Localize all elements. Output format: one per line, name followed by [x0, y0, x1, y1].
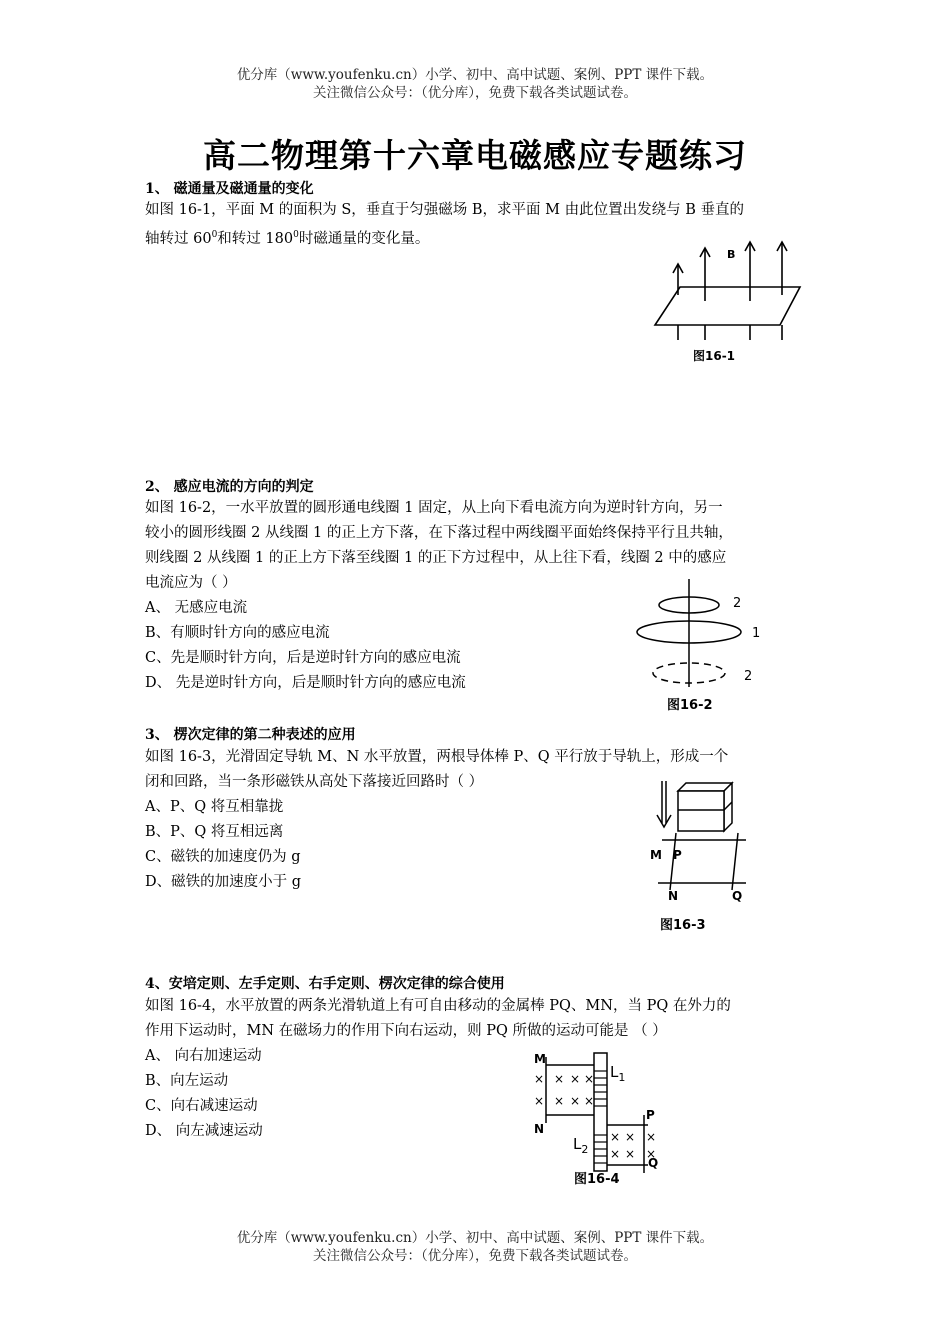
left-crosses	[534, 1072, 594, 1108]
figure-16-2	[630, 575, 780, 715]
q4-line-1: 如图 16-4，水平放置的两条光滑轨道上有可自由移动的金属棒 PQ、MN，当 PQ 在外力的	[145, 998, 731, 1014]
q3-option-b[interactable]: B、P、Q 将互相远离	[145, 824, 284, 840]
fig-16-3-label: 图16-3	[660, 918, 706, 933]
svg-text:×: ×	[610, 1130, 621, 1144]
page-title: 高二物理第十六章电磁感应专题练习	[203, 136, 747, 175]
q2-options	[145, 596, 466, 696]
label-n: N	[668, 889, 679, 903]
q4-option-c[interactable]: C、向右减速运动	[145, 1098, 258, 1114]
q3-options	[145, 795, 301, 895]
coil-bottom-label: 2	[744, 669, 753, 684]
header-line-1: 优分库（www.youfenku.cn）小学、初中、高中试题、案例、PPT 课件下载。	[236, 67, 714, 83]
q1-line-2: 轴转过 $60^0$和转过 $180^0$时磁通量的变化量。	[145, 230, 430, 247]
label-b: B	[727, 248, 736, 261]
label-q: Q	[732, 889, 743, 903]
figure-16-1	[640, 235, 820, 375]
q2-option-c[interactable]: C、先是顺时针方向，后是逆时针方向的感应电流	[145, 650, 461, 666]
figure-16-3	[640, 775, 770, 940]
plane-m	[655, 287, 800, 325]
q3-option-a[interactable]: A、P、Q 将互相靠拢	[145, 799, 284, 815]
svg-text:×: ×	[554, 1094, 565, 1108]
footer-line-2: 关注微信公众号：（优分库），免费下载各类试题试卷。	[313, 1248, 637, 1264]
q1-line-1: 如图 16-1，平面 M 的面积为 S，垂直于匀强磁场 B，求平面 M 由此位置出发绕与 B 垂直的	[145, 202, 744, 218]
q3-line-2: 闭和回路，当一条形磁铁从高处下落接近回路时（ ）	[145, 774, 484, 790]
q2-heading: 2、 感应电流的方向的判定	[145, 479, 314, 495]
right-circuit	[607, 1115, 648, 1173]
q4-line-2: 作用下运动时，MN 在磁场力的作用下向右运动，则 PQ 所做的运动可能是 （ ）	[145, 1023, 667, 1039]
header-line-2: 关注微信公众号：（优分库），免费下载各类试题试卷。	[313, 85, 637, 101]
q3-option-d[interactable]: D、磁铁的加速度小于 g	[145, 874, 302, 890]
q2-line-2: 较小的圆形线圈 2 从线圈 1 的正上方下落，在下落过程中两线圈平面始终保持平行且共轴，	[145, 525, 733, 541]
svg-text:×: ×	[646, 1130, 657, 1144]
label-m: M	[534, 1052, 546, 1066]
q2-line-1: 如图 16-2，一水平放置的圆形通电线圈 1 固定，从上向下看电流方向为逆时针方向，另一	[145, 500, 723, 516]
q2-line-3: 则线圈 2 从线圈 1 的正上方下落至线圈 1 的正下方过程中，从上往下看，线圈 2 中的感应	[145, 550, 727, 566]
q4-option-a[interactable]: A、 向右加速运动	[145, 1048, 262, 1064]
q3-line-1: 如图 16-3，光滑固定导轨 M、N 水平放置，两根导体棒 P、Q 平行放于导轨上，形成一个	[145, 749, 729, 765]
left-circuit	[546, 1057, 596, 1123]
svg-text:×: ×	[534, 1072, 545, 1086]
label-p: P	[646, 1108, 655, 1122]
svg-text:×: ×	[534, 1094, 545, 1108]
label-p: P	[673, 848, 682, 862]
q2-option-a[interactable]: A、 无感应电流	[145, 600, 248, 616]
arrow-down-icon	[657, 781, 671, 827]
coil-top-label: 2	[733, 596, 742, 611]
svg-text:×: ×	[570, 1072, 581, 1086]
q3-option-c[interactable]: C、磁铁的加速度仍为 g	[145, 849, 301, 865]
q2-option-d[interactable]: D、 先是逆时针方向，后是顺时针方向的感应电流	[145, 675, 466, 691]
svg-text:×: ×	[625, 1130, 636, 1144]
label-l2: $L_2$	[573, 1135, 589, 1156]
svg-text:×: ×	[584, 1072, 595, 1086]
q4-option-b[interactable]: B、向左运动	[145, 1073, 229, 1089]
label-q: Q	[648, 1156, 659, 1170]
fig-16-1-label: 图16-1	[693, 349, 736, 363]
q1-heading: 1、 磁通量及磁通量的变化	[145, 181, 314, 197]
svg-text:×: ×	[625, 1147, 636, 1161]
fig-16-4-label: 图16-4	[574, 1172, 620, 1187]
svg-text:×: ×	[554, 1072, 565, 1086]
svg-text:×: ×	[570, 1094, 581, 1108]
q2-option-b[interactable]: B、有顺时针方向的感应电流	[145, 625, 330, 641]
q3-heading: 3、 楞次定律的第二种表述的应用	[145, 727, 356, 743]
footer-line-1: 优分库（www.youfenku.cn）小学、初中、高中试题、案例、PPT 课件下载。	[236, 1230, 714, 1246]
coil-mid-label: 1	[752, 626, 761, 641]
q4-heading: 4、安培定则、左手定则、右手定则、楞次定律的综合使用	[145, 976, 505, 992]
q4-text	[145, 994, 815, 1044]
svg-text:×: ×	[584, 1094, 595, 1108]
svg-text:×: ×	[610, 1147, 621, 1161]
label-m: M	[650, 848, 662, 862]
label-l1: $L_1$	[610, 1063, 626, 1084]
q2-line-4: 电流应为（ ）	[145, 575, 237, 591]
bar-magnet	[678, 783, 732, 831]
svg-text:×: ×	[646, 1147, 657, 1161]
q4-option-d[interactable]: D、 向左减速运动	[145, 1123, 263, 1139]
q4-options	[145, 1044, 263, 1144]
fig-16-2-label: 图16-2	[667, 698, 713, 713]
label-n: N	[534, 1122, 545, 1136]
rails	[658, 833, 746, 890]
figure-16-4	[528, 1045, 668, 1190]
